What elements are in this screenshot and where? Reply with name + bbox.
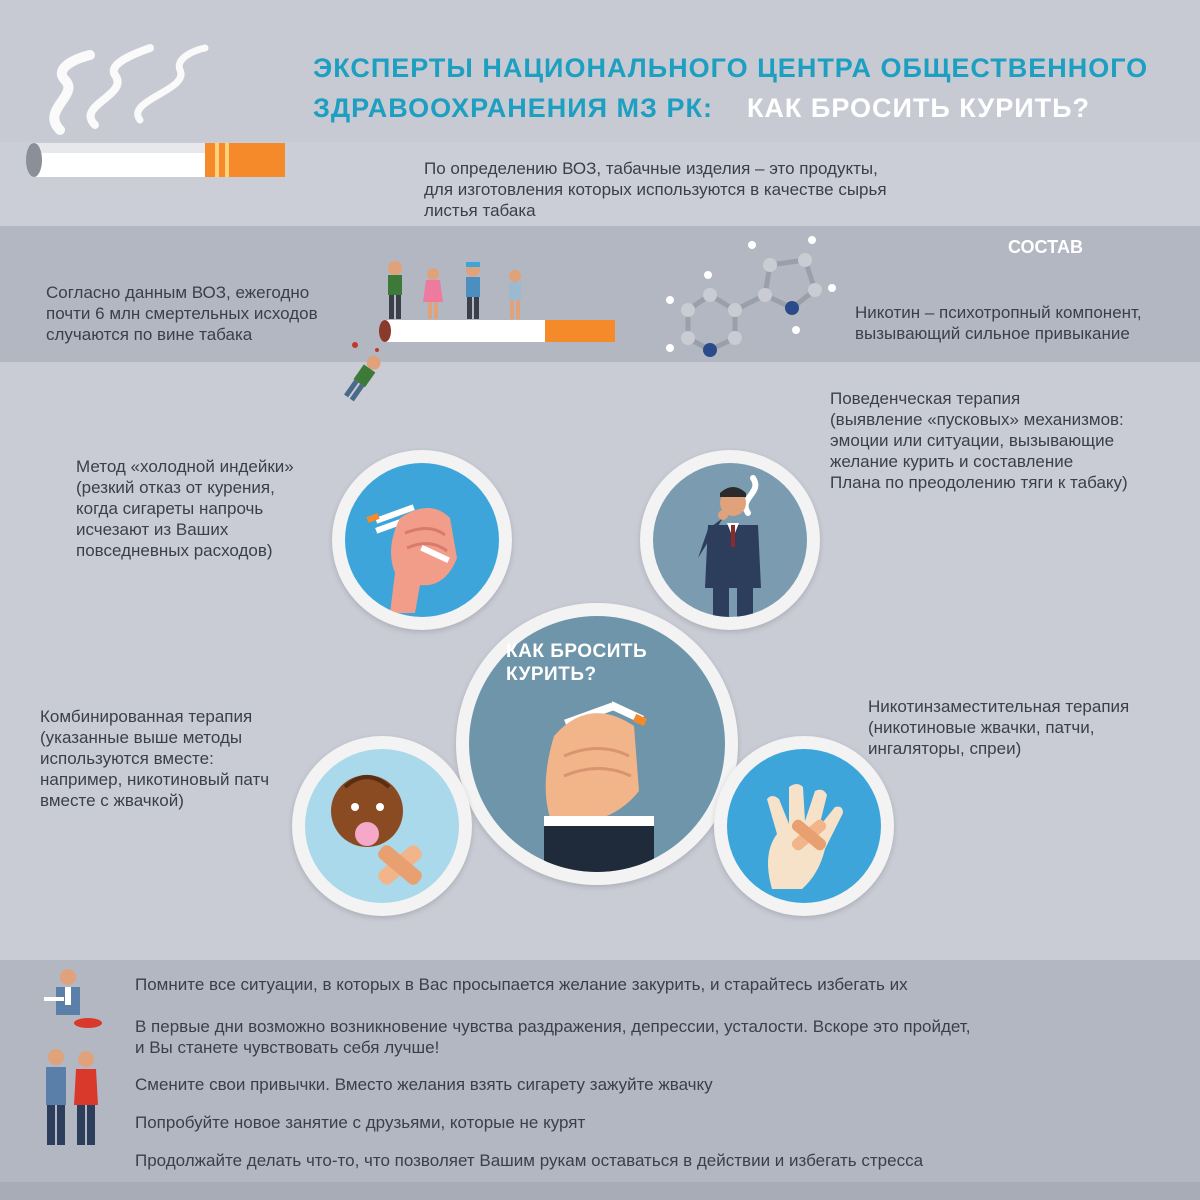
couple-icon bbox=[36, 1045, 106, 1155]
tip-4: Попробуйте новое занятие с друзьями, которые не курят bbox=[135, 1113, 586, 1132]
method-combined-text: Комбинированная терапия (указанные выше методы используются вместе: например, никотиновый патч вместе с жвачкой) bbox=[40, 707, 270, 810]
tip-3: Смените свои привычки. Вместо желания взять сигарету зажуйте жвачку bbox=[135, 1075, 713, 1094]
tip-5: Продолжайте делать что-то, что позволяет Вашим рукам оставаться в действии и избегать стресса bbox=[135, 1151, 924, 1170]
deaths-text: Согласно данным ВОЗ, ежегодно почти 6 млн смертельных исходов случаются по вине табака bbox=[46, 283, 318, 344]
title-org: ЗДРАВООХРАНЕНИЯ МЗ РК: bbox=[313, 93, 713, 123]
title-question: КАК БРОСИТЬ КУРИТЬ? bbox=[746, 93, 1091, 123]
nicotine-text: Никотин – психотропный компонент, вызывающий сильное привыкание bbox=[855, 303, 1142, 343]
face-gum-patch-icon bbox=[305, 749, 459, 903]
cold-turkey-circle bbox=[332, 450, 512, 630]
behavioral-circle bbox=[640, 450, 820, 630]
page-title bbox=[313, 48, 1148, 128]
footer-band bbox=[0, 1182, 1200, 1200]
method-cold-turkey-text: Метод «холодной индейки» (резкий отказ от курения, когда сигареты напрочь исчезают из Ваших повседневных расходов) bbox=[76, 457, 294, 560]
tip-1: Помните все ситуации, в которых в Вас просыпается желание закурить, и старайтесь избегать их bbox=[135, 975, 908, 994]
nicotine-molecule-icon bbox=[660, 230, 840, 360]
center-title: КАК БРОСИТЬ КУРИТЬ? bbox=[506, 641, 648, 685]
man-breaking-cigarette-icon bbox=[36, 963, 106, 1033]
combined-circle bbox=[292, 736, 472, 916]
definition-text: По определению ВОЗ, табачные изделия – это продукты, для изготовления которых используются в качестве сырья листья табака bbox=[424, 159, 887, 220]
tip-2: В первые дни возможно возникновение чувства раздражения, депрессии, усталости. Вскоре это пройдет, и Вы станете чувствовать себя лучше! bbox=[135, 1017, 971, 1057]
replacement-circle bbox=[714, 736, 894, 916]
people-on-cigarette-icon bbox=[325, 250, 625, 410]
fist-cigarettes-icon bbox=[345, 463, 499, 617]
method-replacement-text: Никотинзаместительная терапия (никотиновые жвачки, патчи, ингаляторы, спреи) bbox=[868, 697, 1130, 758]
method-behavioral-text: Поведенческая терапия (выявление «пусковых» механизмов: эмоции или ситуации, вызывающие желание курить и составление Плана по преодолению тяги к табаку) bbox=[830, 389, 1128, 492]
cigarette-icon bbox=[20, 40, 300, 190]
hand-patch-icon bbox=[727, 749, 881, 903]
smoking-man-icon bbox=[653, 463, 807, 617]
title-line-1: ЭКСПЕРТЫ НАЦИОНАЛЬНОГО ЦЕНТРА ОБЩЕСТВЕННОГО bbox=[313, 53, 1149, 83]
title-line-2 bbox=[313, 88, 1148, 128]
composition-label: СОСТАВ bbox=[1008, 237, 1083, 257]
